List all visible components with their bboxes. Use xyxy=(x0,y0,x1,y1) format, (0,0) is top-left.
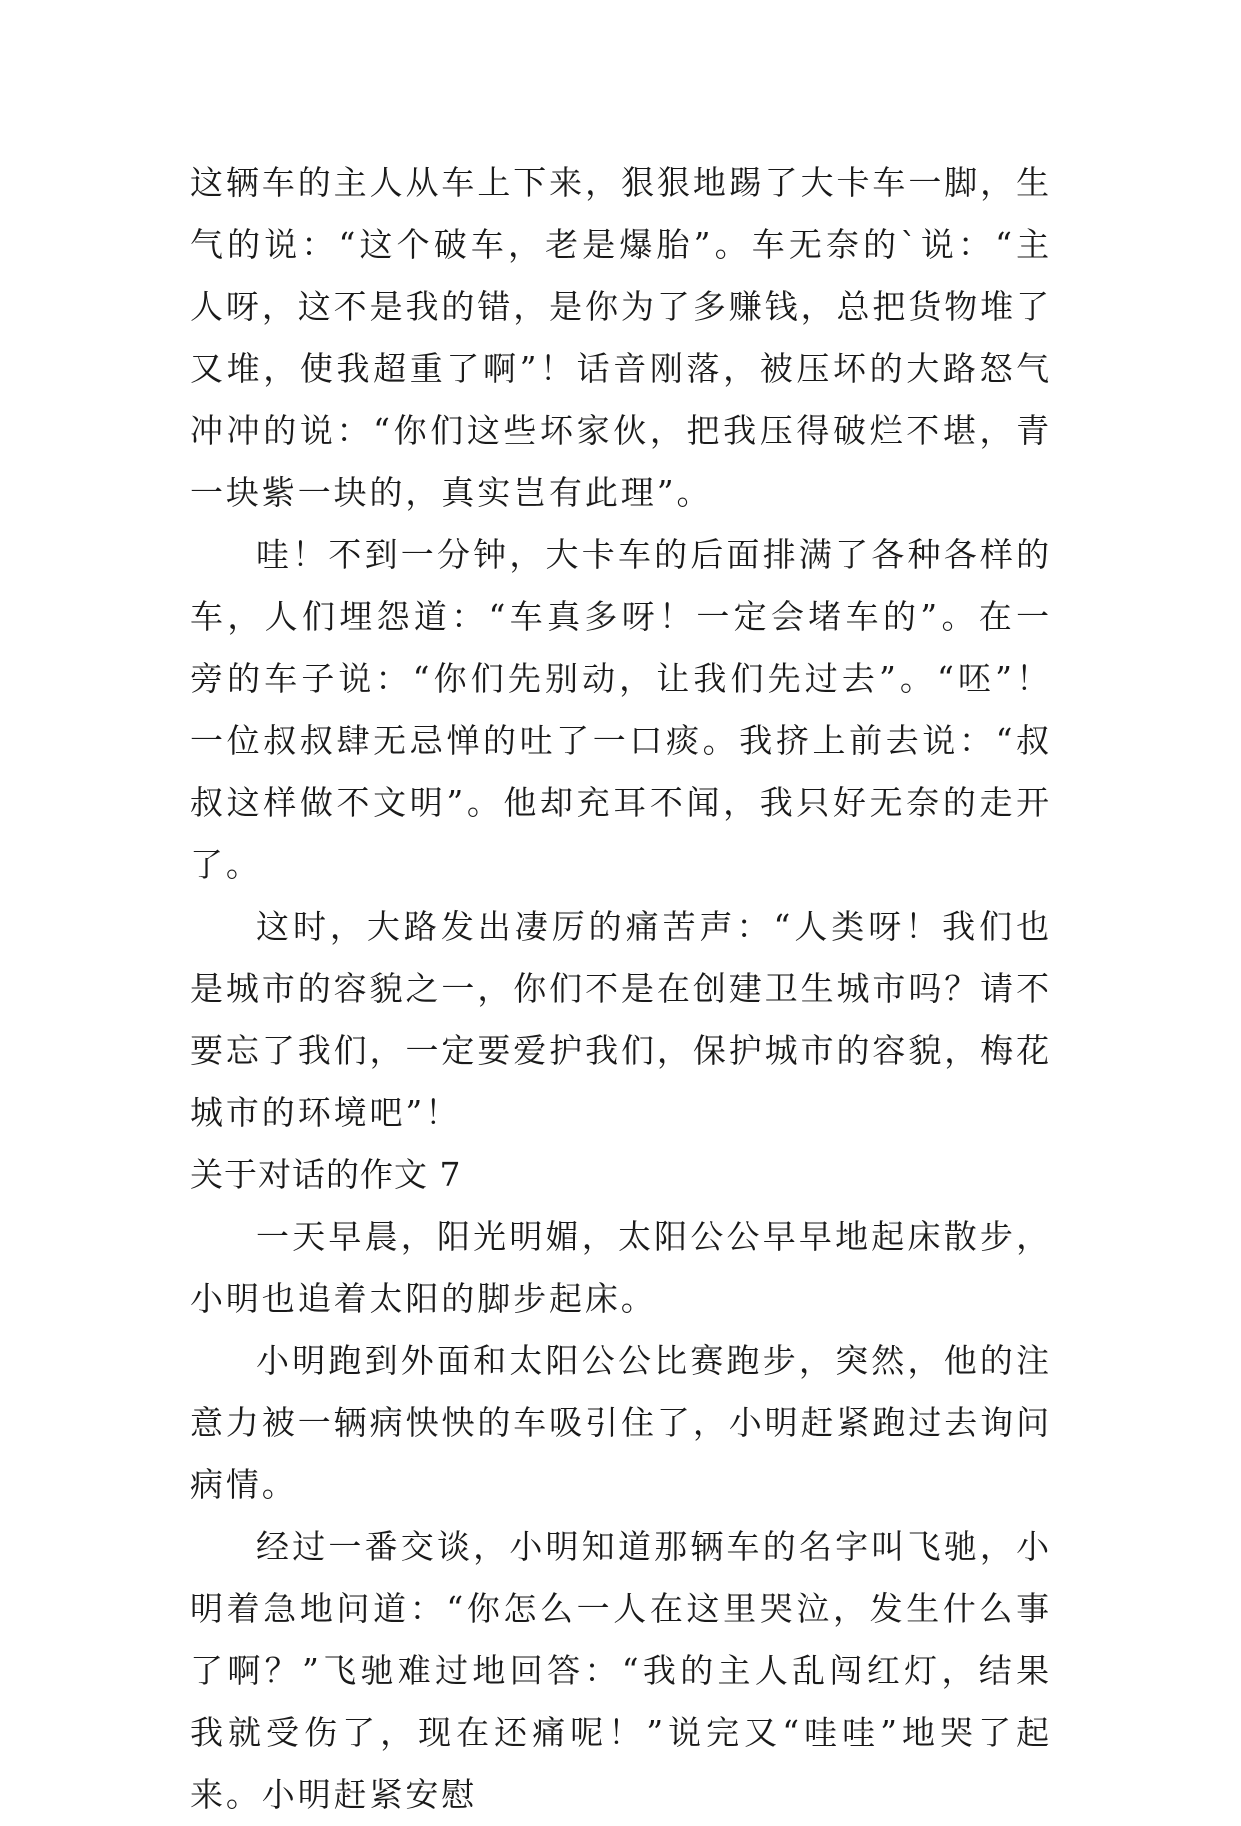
paragraph: 经过一番交谈，小明知道那辆车的名字叫飞驰，小明着急地问道：“你怎么一人在这里哭泣，发生什么事了啊？”飞驰难过地回答：“我的主人乱闯红灯，结果我就受伤了，现在还痛呢！”说完又“哇哇”地哭了起来。小明赶紧安慰 xyxy=(190,1527,1052,1814)
paragraph: 一天早晨，阳光明媚，太阳公公早早地起床散步，小明也追着太阳的脚步起床。 xyxy=(190,1217,1052,1318)
paragraph: 小明跑到外面和太阳公公比赛跑步，突然，他的注意力被一辆病怏怏的车吸引住了，小明赶紧跑过去询问病情。 xyxy=(190,1341,1052,1504)
paragraph: 哇！不到一分钟，大卡车的后面排满了各种各样的车，人们埋怨道：“车真多呀！一定会堵车的”。在一旁的车子说：“你们先别动，让我们先过去”。“呸”！一位叔叔肆无忌惮的吐了一口痰。我挤上前去说：“叔叔这样做不文明”。他却充耳不闻，我只好无奈的走开了。 xyxy=(190,535,1052,884)
document-body xyxy=(190,152,1052,1826)
paragraph: 这辆车的主人从车上下来，狠狠地踢了大卡车一脚，生气的说：“这个破车，老是爆胎”。车无奈的`说：“主人呀，这不是我的错，是你为了多赚钱，总把货物堆了又堆，使我超重了啊”！话音刚落，被压坏的大路怒气冲冲的说：“你们这些坏家伙，把我压得破烂不堪，青一块紫一块的，真实岂有此理”。 xyxy=(190,163,1052,512)
section-title: 关于对话的作文 7 xyxy=(190,1155,462,1194)
paragraph: 这时，大路发出凄厉的痛苦声：“人类呀！我们也是城市的容貌之一，你们不是在创建卫生城市吗？请不要忘了我们，一定要爱护我们，保护城市的容貌，梅花城市的环境吧”！ xyxy=(190,907,1052,1132)
